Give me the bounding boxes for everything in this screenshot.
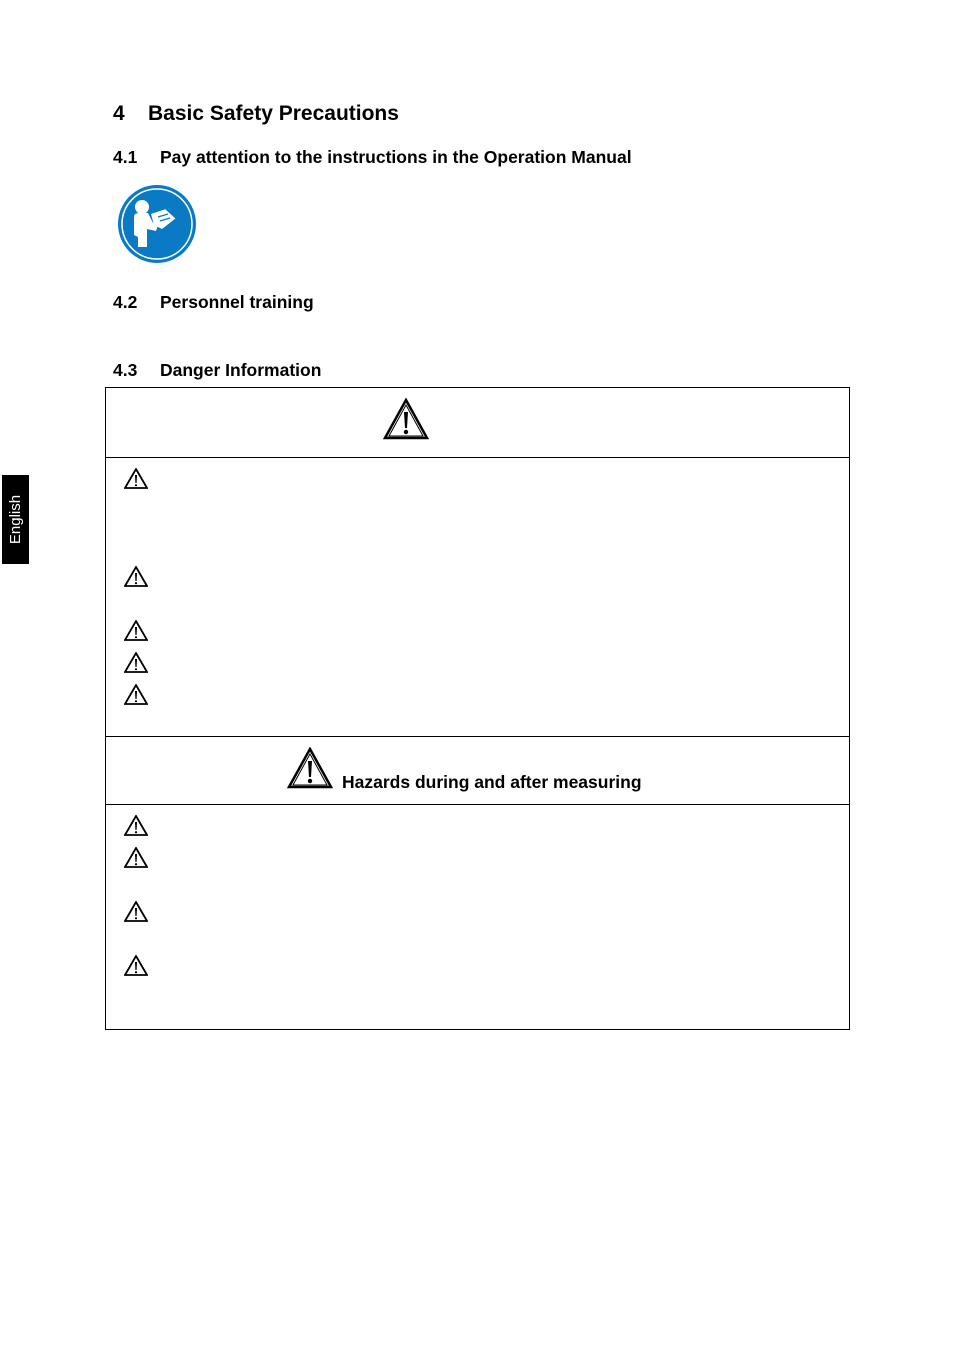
section-heading <box>113 102 399 126</box>
subsection-number: 4.2 <box>113 292 138 312</box>
warning-triangle-icon <box>383 398 429 440</box>
table-divider <box>106 736 849 737</box>
warning-triangle-icon <box>124 566 148 587</box>
subsection-heading-4-3 <box>113 360 321 381</box>
warning-triangle-icon <box>124 684 148 705</box>
subsection-title: Pay attention to the instructions in the Operation Manual <box>160 147 632 167</box>
subsection-number: 4.3 <box>113 360 138 380</box>
section-title: Basic Safety Precautions <box>148 102 399 125</box>
subsection-heading-4-1 <box>113 147 632 168</box>
warning-triangle-icon <box>287 747 333 789</box>
section-number: 4 <box>113 102 125 125</box>
warning-triangle-icon <box>124 901 148 922</box>
warning-triangle-icon <box>124 468 148 489</box>
hazards-heading: Hazards during and after measuring <box>342 772 642 792</box>
read-manual-icon <box>118 185 196 263</box>
subsection-number: 4.1 <box>113 147 138 167</box>
language-tab <box>2 475 29 564</box>
language-tab-label: English <box>7 494 25 545</box>
warning-triangle-icon <box>124 815 148 836</box>
warning-triangle-icon <box>124 955 148 976</box>
subsection-title: Danger Information <box>160 360 322 380</box>
table-divider <box>106 457 849 458</box>
danger-information-table <box>105 387 850 1030</box>
subsection-heading-4-2 <box>113 292 314 313</box>
warning-triangle-icon <box>124 847 148 868</box>
warning-triangle-icon <box>124 652 148 673</box>
subsection-title: Personnel training <box>160 292 314 312</box>
warning-triangle-icon <box>124 620 148 641</box>
table-divider <box>106 804 849 805</box>
